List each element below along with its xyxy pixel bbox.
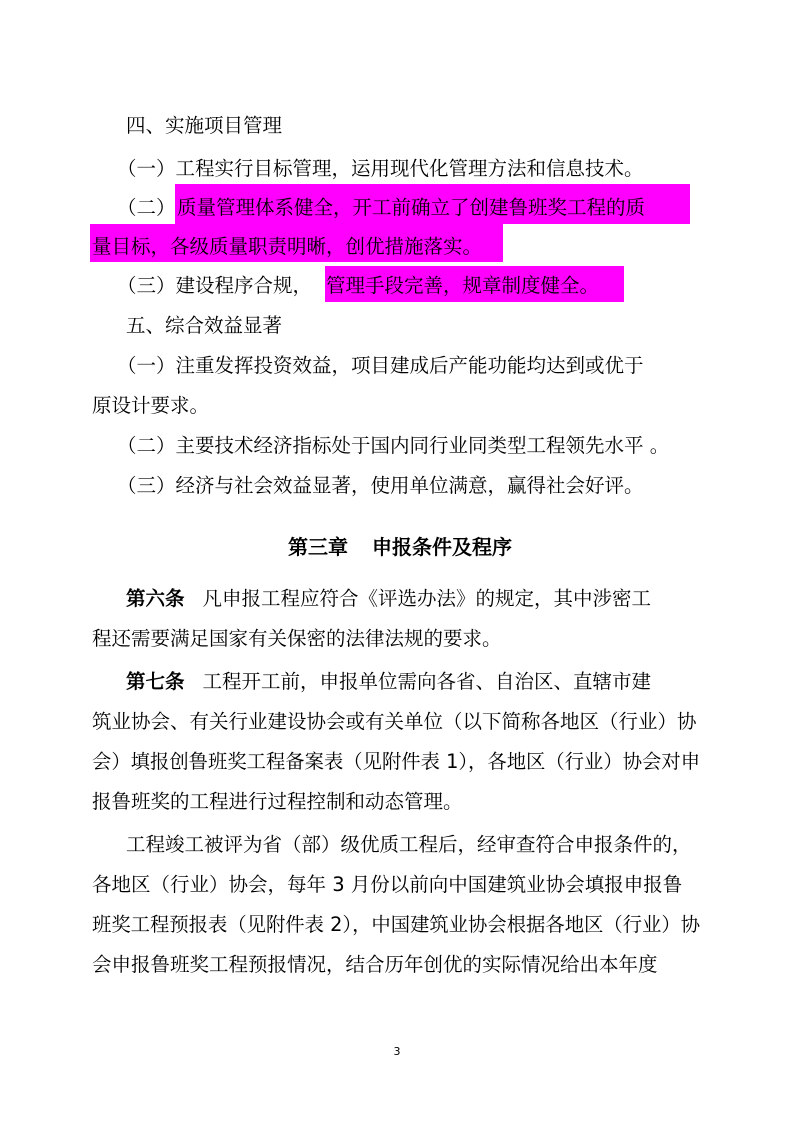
- section-5-item-1-line-2: 原设计要求。: [92, 394, 210, 417]
- article-7-line-1: [126, 670, 651, 694]
- section-5-title: 五、综合效益显著: [126, 314, 283, 337]
- article-7-line-3: 会）填报创鲁班奖工程备案表（见附件表 1），各地区（行业）协会对申: [92, 750, 701, 773]
- paragraph-line-3: 班奖工程预报表（见附件表 2），中国建筑业协会根据各地区（行业）协: [92, 913, 701, 936]
- section-4-item-2-highlighted-line-2: 量目标，各级质量职责明晰，创优措施落实。: [92, 235, 483, 258]
- chapter-3-number: 第三章: [288, 535, 348, 559]
- page-number: 3: [393, 1045, 401, 1058]
- section-4-item-3-highlighted: 管理手段完善，规章制度健全。: [326, 274, 600, 297]
- article-6-label: 第六条: [126, 587, 185, 610]
- article-6-line-1: [126, 587, 651, 611]
- article-7-line-4: 报鲁班奖的工程进行过程控制和动态管理。: [92, 790, 463, 813]
- chapter-3-title: 申报条件及程序: [372, 535, 512, 559]
- paragraph-line-2: 各地区（行业）协会，每年 3 月份以前向中国建筑业协会填报申报鲁: [92, 873, 683, 896]
- section-4-title: 四、实施项目管理: [126, 114, 283, 137]
- section-4-item-1: （一）工程实行目标管理，运用现代化管理方法和信息技术。: [117, 157, 644, 180]
- section-4-item-2-prefix: （二）: [117, 196, 176, 219]
- chapter-3-heading: [288, 535, 512, 559]
- section-5-item-1-line-1: （一）注重发挥投资效益，项目建成后产能功能均达到或优于: [117, 354, 644, 377]
- article-7-text-1: 工程开工前，申报单位需向各省、自治区、直辖市建: [202, 670, 652, 693]
- section-4-item-2-highlighted-line-1: 质量管理体系健全，开工前确立了创建鲁班奖工程的质: [177, 196, 646, 219]
- section-5-item-2: （二）主要技术经济指标处于国内同行业同类型工程领先水平 。: [117, 434, 670, 457]
- paragraph-line-4: 会申报鲁班奖工程预报情况，结合历年创优的实际情况给出本年度: [92, 953, 658, 976]
- section-4-item-3-prefix: （三）建设程序合规，: [117, 274, 313, 297]
- article-6-text-1: 凡申报工程应符合《评选办法》的规定，其中涉密工: [202, 587, 652, 610]
- article-7-label: 第七条: [126, 670, 185, 693]
- section-5-item-3: （三）经济与社会效益显著，使用单位满意，赢得社会好评。: [117, 474, 644, 497]
- article-7-line-2: 筑业协会、有关行业建设协会或有关单位（以下简称各地区（行业）协: [92, 710, 697, 733]
- article-6-line-2: 程还需要满足国家有关保密的法律法规的要求。: [92, 627, 502, 650]
- paragraph-line-1: 工程竣工被评为省（部）级优质工程后，经审查符合申报条件的，: [126, 833, 692, 856]
